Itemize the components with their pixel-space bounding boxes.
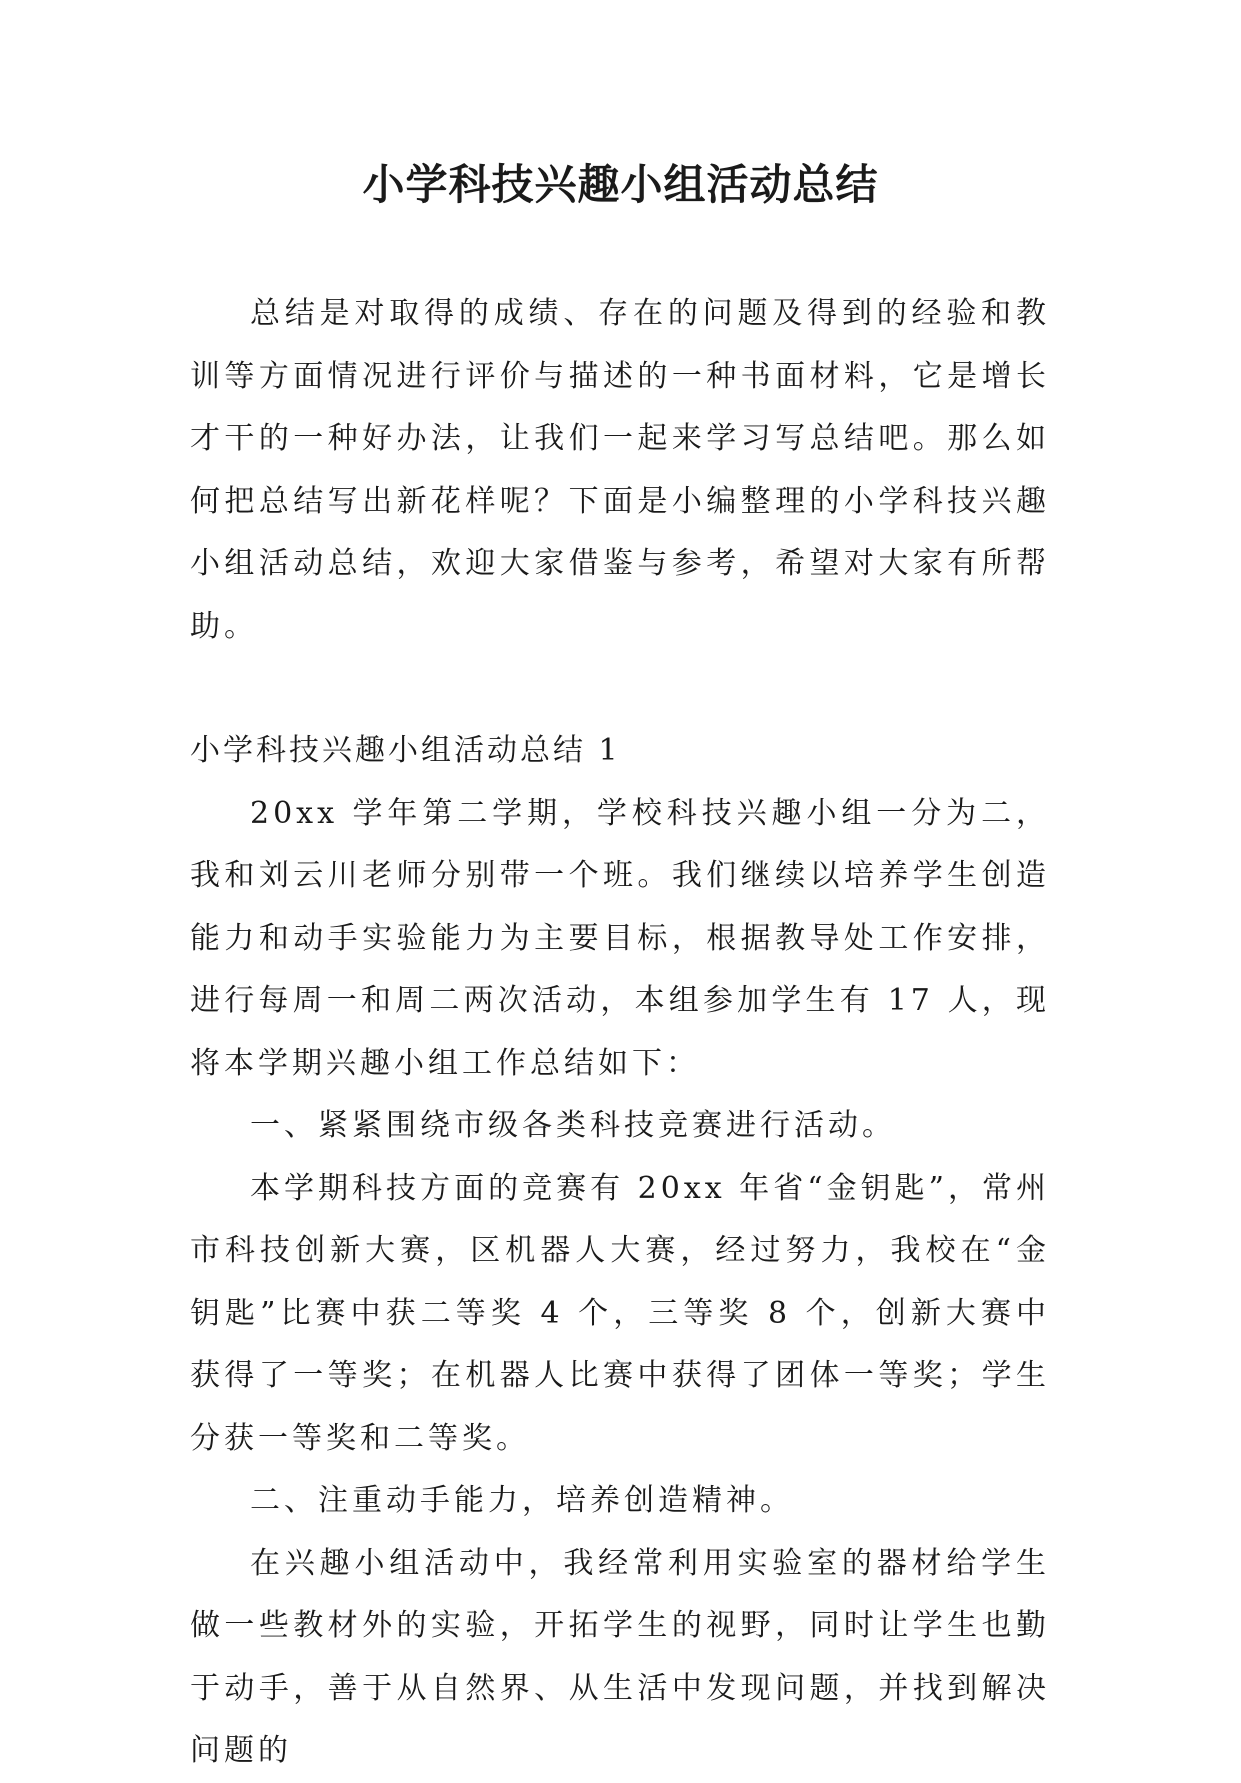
document-body	[190, 283, 1050, 1783]
document-title: 小学科技兴趣小组活动总结	[362, 160, 879, 209]
section-heading: 小学科技兴趣小组活动总结 1	[190, 733, 621, 768]
body-paragraph: 本学期科技方面的竞赛有 20xx 年省“金钥匙”，常州市科技创新大赛，区机器人大赛，经过努力，我校在“金钥匙”比赛中获二等奖 4 个，三等奖 8 个，创新大赛中获得了一等奖；在机器人比赛中获得了团体一等奖；学生分获一等奖和二等奖。	[190, 1170, 1050, 1456]
body-paragraph: 20xx 学年第二学期，学校科技兴趣小组一分为二，我和刘云川老师分别带一个班。我们继续以培养学生创造能力和动手实验能力为主要目标，根据教导处工作安排，进行每周一和周二两次活动，本组参加学生有 17 人，现将本学期兴趣小组工作总结如下：	[190, 795, 1050, 1081]
section-point-heading: 二、注重动手能力，培养创造精神。	[250, 1483, 794, 1518]
section-point-heading: 一、紧紧围绕市级各类科技竞赛进行活动。	[250, 1108, 896, 1143]
intro-paragraph: 总结是对取得的成绩、存在的问题及得到的经验和教训等方面情况进行评价与描述的一种书面材料，它是增长才干的一种好办法，让我们一起来学习写总结吧。那么如何把总结写出新花样呢？下面是小编整理的小学科技兴趣小组活动总结，欢迎大家借鉴与参考，希望对大家有所帮助。	[190, 296, 1050, 644]
body-paragraph: 在兴趣小组活动中，我经常利用实验室的器材给学生做一些教材外的实验，开拓学生的视野，同时让学生也勤于动手，善于从自然界、从生活中发现问题，并找到解决问题的	[190, 1545, 1050, 1768]
